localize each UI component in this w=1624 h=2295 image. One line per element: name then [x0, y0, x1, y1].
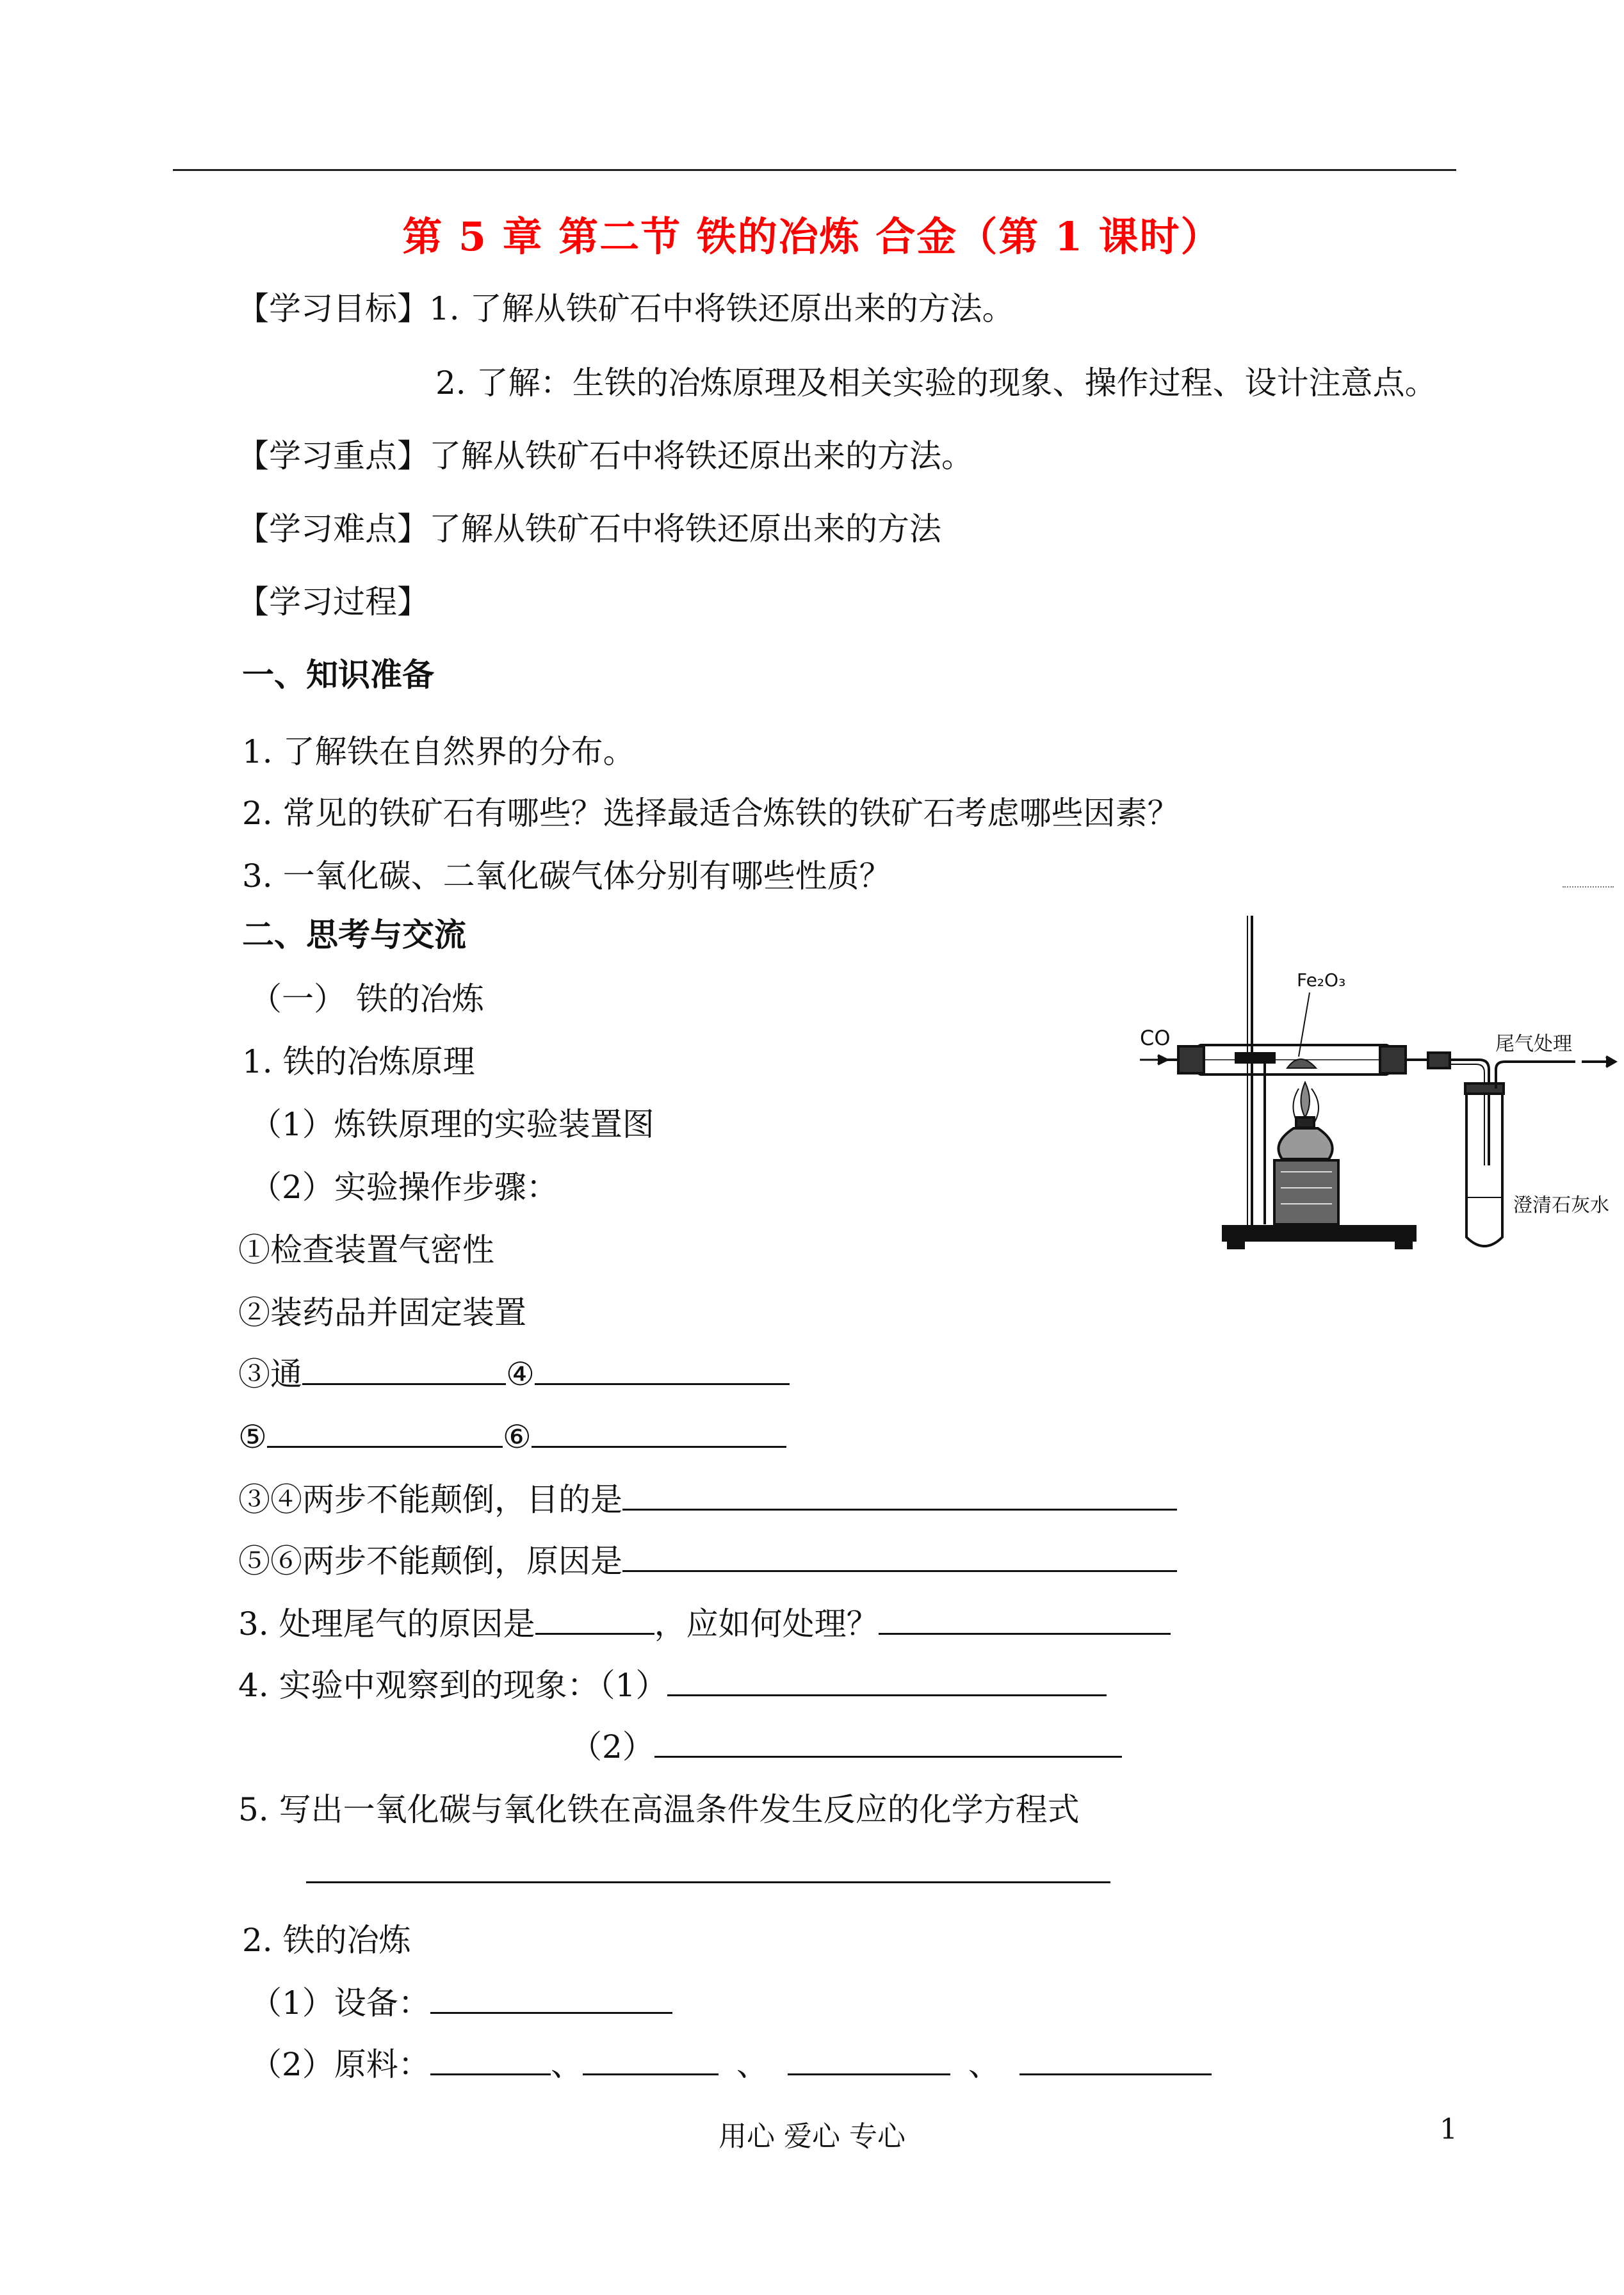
key-point-line — [237, 437, 973, 475]
step-3-blank[interactable] — [302, 1355, 506, 1385]
material-blank-2[interactable] — [583, 2045, 719, 2075]
objective-2: 2. 了解：生铁的冶炼原理及相关实验的现象、操作过程、设计注意点。 — [435, 364, 1437, 401]
step-3-4-line — [238, 1355, 790, 1393]
limewater-label: 澄清石灰水 — [1513, 1194, 1609, 1217]
steps-item: （2）实验操作步骤： — [250, 1169, 558, 1206]
step-5-label: ⑤ — [238, 1418, 267, 1456]
section1-q2: 2. 常见的铁矿石有哪些？选择最适合炼铁的铁矿石考虑哪些因素？ — [242, 795, 1180, 832]
tail-gas-line — [238, 1605, 1171, 1643]
difficulty-line — [237, 510, 941, 548]
fe2o3-label: Fe₂O₃ — [1297, 969, 1346, 991]
step-5-6-line — [238, 1418, 786, 1456]
material-sep-3: 、 — [968, 2046, 1000, 2083]
phenomena-item-2: （2） — [570, 1728, 654, 1765]
co-label: CO — [1140, 1026, 1171, 1050]
difficulty-text: 了解从铁矿石中将铁还原出来的方法 — [429, 510, 941, 547]
q56-blank[interactable] — [622, 1542, 1177, 1572]
smelting-heading: 2. 铁的冶炼 — [242, 1922, 411, 1959]
key-point-label: 【学习重点】 — [237, 437, 429, 474]
equation-prompt: 5. 写出一氧化碳与氧化铁在高温条件发生反应的化学方程式 — [238, 1791, 1080, 1828]
step-5-blank[interactable] — [267, 1418, 503, 1448]
section1-q3: 3. 一氧化碳、二氧化碳气体分别有哪些性质？ — [242, 857, 891, 895]
flame — [1301, 1082, 1310, 1117]
difficulty-label: 【学习难点】 — [237, 510, 429, 547]
q34-blank[interactable] — [622, 1480, 1177, 1511]
tail-gas-label: 尾气处理 — [1495, 1033, 1572, 1055]
q56-line — [238, 1542, 1177, 1580]
objective-1: 1. 了解从铁矿石中将铁还原出来的方法。 — [429, 290, 1014, 327]
step-6-blank[interactable] — [532, 1418, 786, 1448]
phenomena-text: 4. 实验中观察到的现象：（1） — [238, 1667, 668, 1704]
process-label: 【学习过程】 — [237, 583, 429, 620]
phenomena-line-1 — [238, 1666, 1107, 1705]
material-blank-3[interactable] — [788, 2045, 950, 2075]
principle-heading: 1. 铁的冶炼原理 — [242, 1043, 475, 1080]
scan-mark — [1563, 886, 1614, 888]
stand-base — [1223, 1226, 1415, 1240]
page-number: 1 — [1440, 2113, 1458, 2146]
phenomena-line-2 — [570, 1728, 1122, 1766]
wood-block — [1274, 1160, 1338, 1224]
header-rule — [173, 169, 1456, 171]
material-sep-1: 、 — [550, 2046, 583, 2083]
tail-gas-reason: 3. 处理尾气的原因是 — [238, 1605, 535, 1642]
apparatus-figure — [1140, 896, 1624, 1268]
section1-heading: 一、知识准备 — [242, 656, 434, 693]
page-title: 第 5 章 第二节 铁的冶炼 合金（第 1 课时） — [402, 213, 1222, 260]
equipment-blank[interactable] — [430, 1984, 672, 2014]
key-point-text: 了解从铁矿石中将铁还原出来的方法。 — [429, 437, 973, 474]
materials-label: （2）原料： — [250, 2046, 430, 2083]
objectives-label: 【学习目标】 — [237, 290, 429, 327]
material-blank-4[interactable] — [1019, 2045, 1212, 2075]
section2-heading: 二、思考与交流 — [242, 916, 466, 953]
step-4-blank[interactable] — [535, 1355, 790, 1385]
tail-gas-method-blank[interactable] — [879, 1605, 1171, 1635]
phenomena-blank-1[interactable] — [667, 1666, 1107, 1696]
step-2: ②装药品并固定装置 — [238, 1294, 526, 1331]
equipment-label: （1）设备： — [250, 1984, 430, 2022]
subsection-iron-smelting: （一） 铁的冶炼 — [250, 980, 484, 1018]
q56-text: ⑤⑥两步不能颠倒，原因是 — [238, 1543, 622, 1580]
apparatus-item: （1）炼铁原理的实验装置图 — [250, 1106, 654, 1143]
alcohol-lamp — [1278, 1128, 1332, 1159]
step-6-label: ⑥ — [502, 1418, 532, 1456]
material-sep-2: 、 — [736, 2046, 768, 2083]
apparatus-diagram — [1140, 896, 1624, 1268]
materials-line — [250, 2045, 1212, 2084]
q34-text: ③④两步不能颠倒，目的是 — [238, 1481, 622, 1518]
left-stopper — [1178, 1046, 1204, 1073]
step-3-label: ③通 — [238, 1356, 302, 1393]
equipment-line — [250, 1984, 672, 2022]
material-blank-1[interactable] — [430, 2045, 551, 2075]
q34-line — [238, 1480, 1177, 1519]
footer-motto: 用心 爱心 专心 — [719, 2120, 905, 2153]
equation-blank[interactable] — [306, 1853, 1110, 1883]
right-stopper — [1380, 1046, 1406, 1073]
tail-gas-method: ，应如何处理？ — [654, 1605, 879, 1642]
phenomena-blank-2[interactable] — [654, 1728, 1122, 1758]
step-1: ①检查装置气密性 — [238, 1231, 494, 1269]
equation-line — [306, 1853, 1110, 1892]
tail-gas-reason-blank[interactable] — [535, 1605, 654, 1635]
section1-q1: 1. 了解铁在自然界的分布。 — [242, 733, 635, 770]
objectives-line-1 — [237, 289, 1014, 328]
step-4-label: ④ — [506, 1356, 535, 1393]
